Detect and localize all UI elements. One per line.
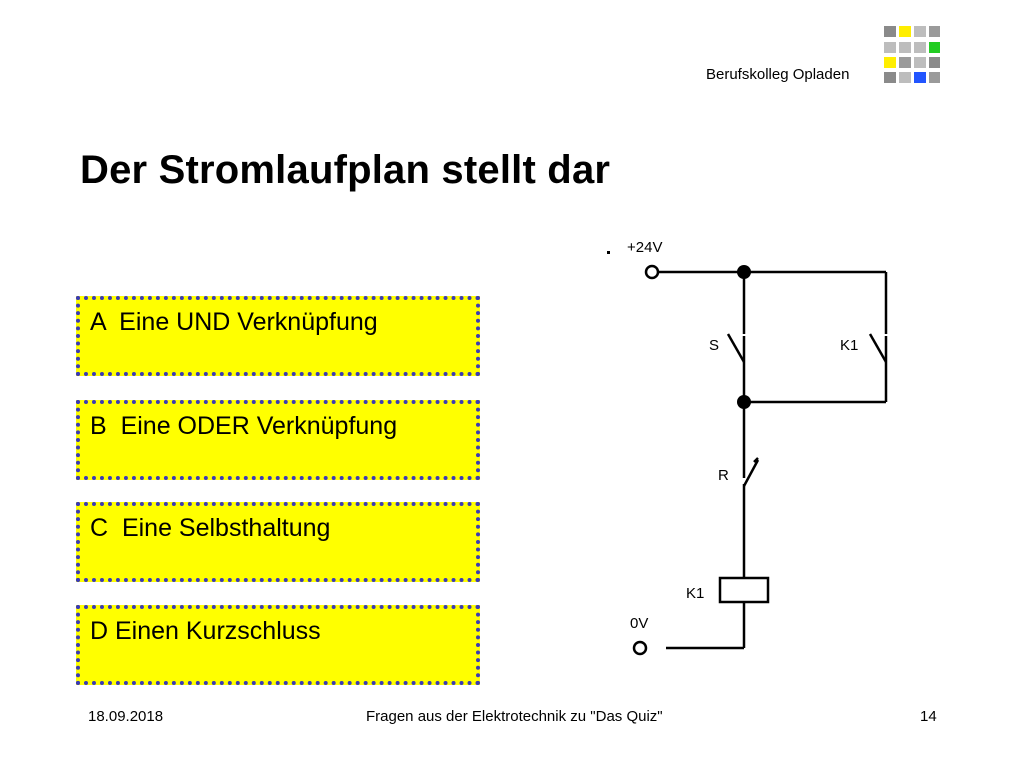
- node-mid: [737, 395, 751, 409]
- switch-r-contact: [744, 460, 758, 486]
- k1-coil: [720, 578, 768, 602]
- answer-d-box[interactable]: [76, 605, 480, 685]
- coil-k1-label: K1: [686, 585, 705, 602]
- page-number: 14: [920, 708, 937, 725]
- logo-grid: [884, 26, 940, 83]
- switch-r-label: R: [718, 467, 729, 484]
- supply-label: +24V: [627, 239, 663, 256]
- k1-contact: [870, 334, 886, 362]
- switch-s-label: S: [709, 337, 720, 354]
- stray-dot: [607, 251, 610, 254]
- supply-terminal: [646, 266, 658, 278]
- ground-label: 0V: [630, 615, 649, 632]
- school-name: Berufskolleg Opladen: [706, 66, 850, 83]
- answer-d-label: D Einen Kurzschluss: [90, 617, 321, 645]
- node-top: [737, 265, 751, 279]
- answer-a-box[interactable]: [76, 296, 480, 376]
- answer-c-label: C Eine Selbsthaltung: [90, 514, 331, 542]
- school-logo: [884, 26, 940, 84]
- slide-title: Der Stromlaufplan stellt dar: [80, 148, 611, 192]
- answer-b-box[interactable]: [76, 400, 480, 480]
- k1-contact-label: K1: [840, 337, 859, 354]
- footer-date: 18.09.2018: [88, 708, 164, 725]
- switch-s-contact: [728, 334, 744, 362]
- circuit-diagram: [590, 228, 910, 668]
- footer-text: Fragen aus der Elektrotechnik zu "Das Quiz": [366, 708, 663, 725]
- answer-a-label: A Eine UND Verknüpfung: [90, 308, 378, 336]
- ground-terminal: [634, 642, 646, 654]
- answer-c-box[interactable]: [76, 502, 480, 582]
- answer-b-label: B Eine ODER Verknüpfung: [90, 412, 398, 440]
